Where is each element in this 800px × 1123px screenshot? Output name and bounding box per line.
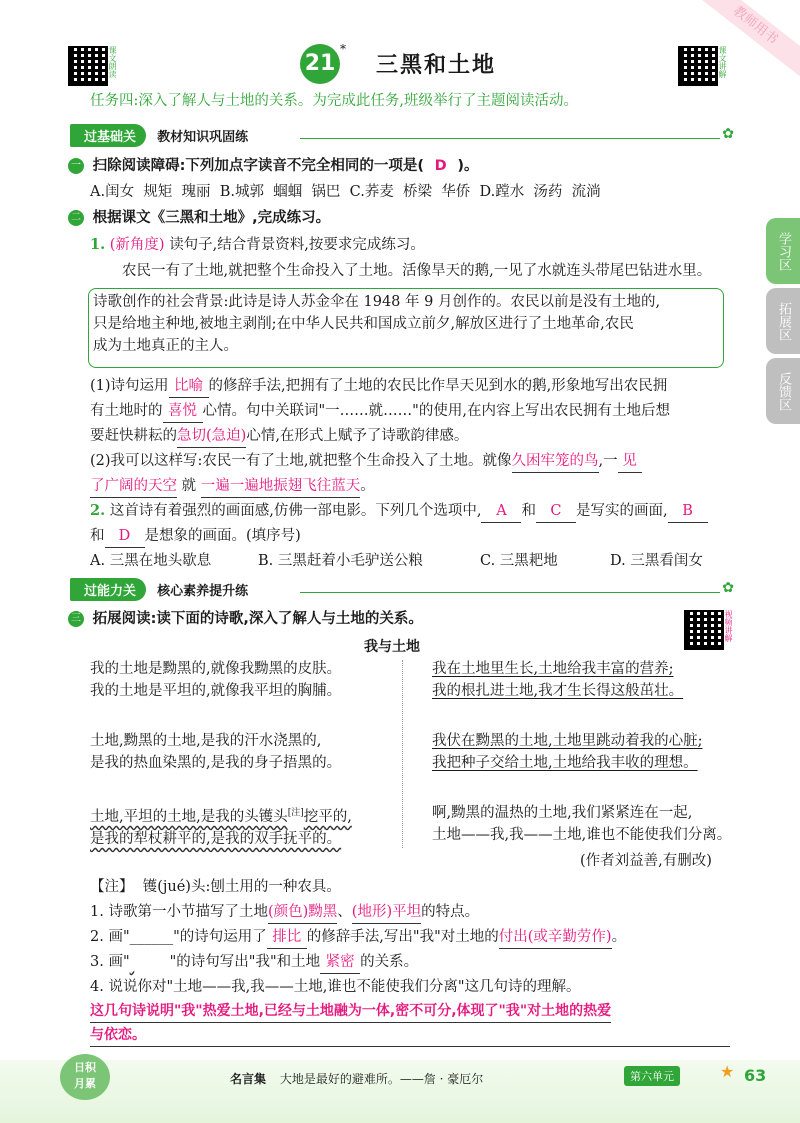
p1-answer-3: 急切(急迫) bbox=[177, 425, 246, 448]
lesson-number-badge bbox=[300, 44, 340, 84]
p2-text: (2)我可以这样写:农民一有了土地,就把整个生命投入了土地。就像 bbox=[90, 453, 512, 469]
p2-line1 bbox=[90, 450, 642, 473]
a3-text: 的关系。 bbox=[360, 954, 419, 970]
question-3 bbox=[68, 608, 423, 630]
footer-quote bbox=[230, 1070, 483, 1087]
q2-2-answer-2: C bbox=[536, 500, 576, 523]
qr-code-right[interactable] bbox=[678, 46, 718, 86]
p1-text: 有土地时的 bbox=[90, 403, 163, 419]
poem-line: 我的土地是平坦的,就像我平坦的胸脯。 bbox=[90, 683, 342, 699]
footer-left-badge bbox=[60, 1054, 110, 1100]
question-2 bbox=[68, 207, 330, 229]
poem-line: 是我的犁杖耕平的,是我的双手抚平的。 bbox=[90, 830, 342, 847]
flower-icon: ✿ bbox=[722, 580, 734, 596]
bullet-icon: 三 bbox=[68, 611, 84, 627]
p1-text: 心情,在形式上赋予了诗歌韵律感。 bbox=[246, 428, 469, 444]
option-a: A. 三黑在地头歇息 bbox=[90, 553, 212, 569]
section1-header bbox=[70, 124, 734, 147]
poem-line: 土地,黝黑的土地,是我的汗水浇黑的, bbox=[90, 733, 322, 749]
tab-feedback[interactable] bbox=[766, 358, 800, 424]
footer-quote-label: 名言集 bbox=[230, 1072, 267, 1086]
section1-badge: 过基础关 bbox=[70, 124, 146, 147]
poem-line: 土地——我,我——土地,谁也不能使我们分离。 bbox=[432, 827, 732, 843]
p1-text: 要赶快耕耘的 bbox=[90, 428, 177, 444]
p2-answer-2a: 见 bbox=[618, 450, 642, 473]
qr-left-label: 课文朗读 bbox=[108, 46, 117, 78]
a2-text: 。 bbox=[611, 929, 627, 945]
a3-text: 3. 画" bbox=[90, 954, 130, 970]
footer-badge-line-2: 月累 bbox=[74, 1077, 96, 1090]
a2-text: 2. 画"______"的诗句运用了 bbox=[90, 929, 267, 945]
poem-note: 【注】 镬(jué)头:刨土用的一种农具。 bbox=[90, 879, 341, 895]
q2-2-prefix: 2. bbox=[90, 502, 106, 519]
footer-unit bbox=[624, 1066, 680, 1086]
bullet-icon: 一 bbox=[68, 158, 84, 174]
poem-line: 挖平的, bbox=[303, 808, 352, 825]
task-text: 任务四:深入了解人与土地的关系。为完成此任务,班级举行了主题阅读活动。 bbox=[90, 93, 578, 109]
footer-unit-label: 第六单元 bbox=[630, 1070, 674, 1083]
p1-line2 bbox=[90, 400, 670, 423]
q2-2-text: 是写实的画面, bbox=[575, 503, 668, 519]
poem-line: 我的土地是黝黑的,就像我黝黑的皮肤。 bbox=[90, 661, 342, 677]
a1-text: 1. 诗歌第一小节描写了土地 bbox=[90, 904, 268, 920]
option-b: B. 三黑赶着小毛驴送公粮 bbox=[258, 553, 423, 569]
poem-line: 啊,黝黑的温热的土地,我们紧紧连在一起, bbox=[432, 805, 693, 821]
tab-study-label: 学习区 bbox=[776, 231, 791, 271]
p2-answer-3: 一遍一遍地振翅飞往蓝天 bbox=[201, 475, 361, 498]
q2-2-answer-1: A bbox=[481, 500, 521, 523]
answer-4-response-2 bbox=[90, 1024, 730, 1047]
poem-line: 我的根扎进土地,我才生长得这般茁壮。 bbox=[432, 683, 684, 699]
q2-2-answer-4: D bbox=[105, 525, 145, 548]
background-line-3: 成为土地真正的主人。 bbox=[93, 338, 238, 354]
q1-text: 扫除阅读障碍:下列加点字读音不完全相同的一项是( bbox=[92, 158, 425, 174]
wavy-sample bbox=[130, 951, 170, 973]
a1-text: 、 bbox=[337, 904, 352, 920]
p2-answer-2b: 了广阔的天空 bbox=[90, 475, 177, 498]
column-divider bbox=[402, 660, 403, 848]
a3-answer: 紧密 bbox=[320, 951, 360, 974]
poem-line: 我在土地里生长,土地给我丰富的营养; bbox=[432, 661, 674, 677]
section1-subtitle: 教材知识巩固练 bbox=[157, 130, 249, 145]
a1-text: 的特点。 bbox=[421, 904, 480, 920]
page-number: 63 bbox=[744, 1066, 767, 1085]
p2-text: 。 bbox=[360, 478, 375, 494]
a1-answer-2: (地形)平坦 bbox=[352, 901, 421, 924]
page-title: 三黑和土地 bbox=[376, 53, 497, 78]
tab-feedback-label: 反馈区 bbox=[776, 371, 791, 411]
q1-close: )。 bbox=[457, 158, 479, 174]
p2-text: 就 bbox=[181, 478, 197, 494]
p1-answer-1: 比喻 bbox=[169, 375, 209, 398]
tab-study[interactable] bbox=[766, 218, 800, 284]
section2-badge: 过能力关 bbox=[70, 578, 146, 601]
section1-rule bbox=[300, 138, 720, 139]
qr-code-video[interactable] bbox=[684, 610, 724, 650]
poem-right bbox=[432, 658, 731, 846]
background-box bbox=[88, 288, 724, 368]
note-mark: [注] bbox=[287, 808, 304, 818]
q2-1-prefix: 1. bbox=[90, 236, 106, 253]
q1-options: A.闺女 规矩 瑰丽 B.城郭 蝈蝈 锅巴 C.荞麦 桥梁 华侨 D.蹚水 汤药 流淌 bbox=[90, 184, 601, 200]
answer-1 bbox=[90, 901, 479, 924]
answer-3 bbox=[90, 951, 418, 974]
p1-line1 bbox=[90, 375, 667, 398]
footer-quote-text: 大地是最好的避难所。——詹 · 豪厄尔 bbox=[279, 1072, 484, 1086]
qr-video-label: 视频讲解 bbox=[724, 610, 733, 642]
q2-1 bbox=[90, 234, 425, 256]
q2-2-answer-3: B bbox=[668, 500, 708, 523]
footer-badge-line-1: 日积 bbox=[74, 1061, 96, 1074]
mascot-icon: ★ bbox=[720, 1062, 735, 1081]
p1-text: 的修辞手法,把拥有了土地的农民比作旱天见到水的鹅,形象地写出农民拥 bbox=[208, 378, 668, 394]
section2-rule bbox=[300, 592, 720, 593]
q2-2-text: 这首诗有着强烈的画面感,仿佛一部电影。下列几个选项中, bbox=[109, 503, 482, 519]
poem-line: 我把种子交给土地,土地给我丰收的理想。 bbox=[432, 755, 698, 771]
lesson-number: 21 bbox=[304, 51, 336, 76]
poem-line: 我伏在黝黑的土地,土地里跳动着我的心脏; bbox=[432, 733, 703, 749]
section2-subtitle: 核心素养提升练 bbox=[157, 584, 249, 599]
qr-right-label: 课文讲解 bbox=[718, 46, 727, 78]
a2-text: 的修辞手法,写出"我"对土地的 bbox=[306, 929, 499, 945]
poem-line: 土地,平坦的土地,是我的头镬头 bbox=[90, 808, 288, 825]
a1-answer-1: (颜色)黝黑 bbox=[268, 901, 337, 924]
poem-title: 我与土地 bbox=[364, 639, 420, 655]
option-d: D. 三黑看闺女 bbox=[610, 553, 703, 569]
option-c: C. 三黑耙地 bbox=[480, 553, 558, 569]
p1-answer-2: 喜悦 bbox=[163, 400, 203, 423]
q1-answer: D bbox=[434, 158, 447, 174]
corner-badge-text: 教师用书 bbox=[730, 3, 781, 48]
p1-line3 bbox=[90, 425, 468, 448]
qr-code-left[interactable] bbox=[68, 46, 108, 86]
background-line-1: 诗歌创作的社会背景:此诗是诗人苏金伞在 1948 年 9 月创作的。农民以前是没有土地的, bbox=[93, 294, 661, 310]
poem-line: 是我的热血染黑的,是我的身子捂黑的。 bbox=[90, 755, 342, 771]
q2-2-text: 是想象的画面。(填序号) bbox=[144, 528, 301, 544]
q2-2-line2 bbox=[90, 525, 301, 548]
answer-2 bbox=[90, 926, 626, 949]
q2-text: 根据课文《三黑和土地》,完成练习。 bbox=[92, 210, 331, 226]
q2-1-tag: (新角度) bbox=[109, 237, 165, 253]
q2-2-text: 和 bbox=[521, 503, 536, 519]
a2-answer-1: 排比 bbox=[267, 926, 307, 949]
a3-text: "的诗句写出"我"和土地 bbox=[169, 954, 321, 970]
section2-header bbox=[70, 578, 734, 601]
background-line-2: 只是给地主种地,被地主剥削;在中华人民共和国成立前夕,解放区进行了土地革命,农民 bbox=[93, 316, 634, 332]
q2-1-text: 读句子,结合背景资料,按要求完成练习。 bbox=[169, 237, 425, 253]
flower-icon: ✿ bbox=[722, 126, 734, 142]
answer-4-response-1: 这几句诗说明"我"热爱土地,已经与土地融为一体,密不可分,体现了"我"对土地的热爱 bbox=[90, 1000, 611, 1023]
q3-text: 拓展阅读:读下面的诗歌,深入了解人与土地的关系。 bbox=[92, 611, 423, 627]
answer-4: 4. 说说你对"土地——我,我——土地,谁也不能使我们分离"这几句诗的理解。 bbox=[90, 979, 581, 995]
bullet-icon: 二 bbox=[68, 210, 84, 226]
q2-2-line1 bbox=[90, 500, 708, 523]
p2-line2 bbox=[90, 475, 375, 498]
p1-text: 心情。句中关联词"一……就……"的使用,在内容上写出农民拥有土地后想 bbox=[202, 403, 670, 419]
tab-extend-label: 拓展区 bbox=[776, 301, 791, 341]
poem-left bbox=[90, 658, 352, 850]
task-line bbox=[90, 90, 578, 112]
p2-answer-1: 久困牢笼的鸟 bbox=[512, 450, 599, 473]
question-1 bbox=[68, 155, 478, 177]
answer-4-response-2-text: 与依恋。 bbox=[90, 1027, 146, 1043]
a2-answer-2: 付出(或辛勤劳作) bbox=[499, 926, 612, 949]
p1-text: (1)诗句运用 bbox=[90, 378, 169, 394]
q2-quote: 农民一有了土地,就把整个生命投入了土地。活像旱天的鹅,一见了水就连头带尾巴钻进水里。 bbox=[122, 263, 712, 279]
poem-source: (作者刘益善,有删改) bbox=[580, 853, 712, 869]
q2-2-text: 和 bbox=[90, 528, 105, 544]
p2-text: ,一 bbox=[598, 453, 618, 469]
lesson-star: * bbox=[340, 42, 346, 56]
tab-extend[interactable] bbox=[766, 288, 800, 354]
